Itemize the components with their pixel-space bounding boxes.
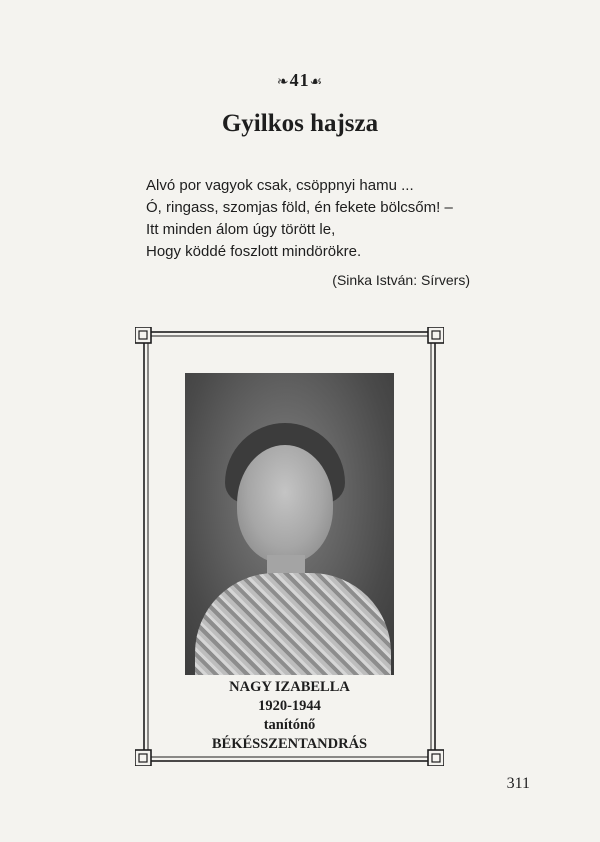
person-name: NAGY IZABELLA — [229, 679, 350, 695]
chapter-number — [0, 70, 600, 91]
poem-line: Itt minden álom úgy törött le, — [146, 221, 336, 238]
chapter-title: Gyilkos hajsza — [221, 110, 379, 137]
person-place: BÉKÉSSZENTANDRÁS — [211, 736, 368, 752]
page-number: 311 — [506, 775, 530, 792]
poem-line: Ó, ringass, szomjas föld, én fekete bölcsőm! – — [146, 199, 453, 216]
portrait-photo — [185, 373, 394, 675]
portrait-dress — [195, 573, 391, 675]
poem-line: Alvó por vagyok csak, csöppnyi hamu ... — [146, 177, 414, 194]
memorial-caption — [135, 678, 444, 754]
ornament-right-icon: ☙ — [309, 75, 324, 90]
person-years: 1920-1944 — [258, 698, 321, 714]
poem-attribution: (Sinka István: Sírvers) — [332, 272, 470, 288]
ornament-left-icon: ❧ — [276, 75, 290, 90]
epigraph-poem — [146, 175, 486, 263]
poem-line: Hogy köddé foszlott mindörökre. — [146, 243, 362, 260]
person-occupation: tanítónő — [263, 717, 316, 733]
chapter-number-text: 41 — [289, 70, 310, 90]
portrait-face — [237, 445, 333, 563]
